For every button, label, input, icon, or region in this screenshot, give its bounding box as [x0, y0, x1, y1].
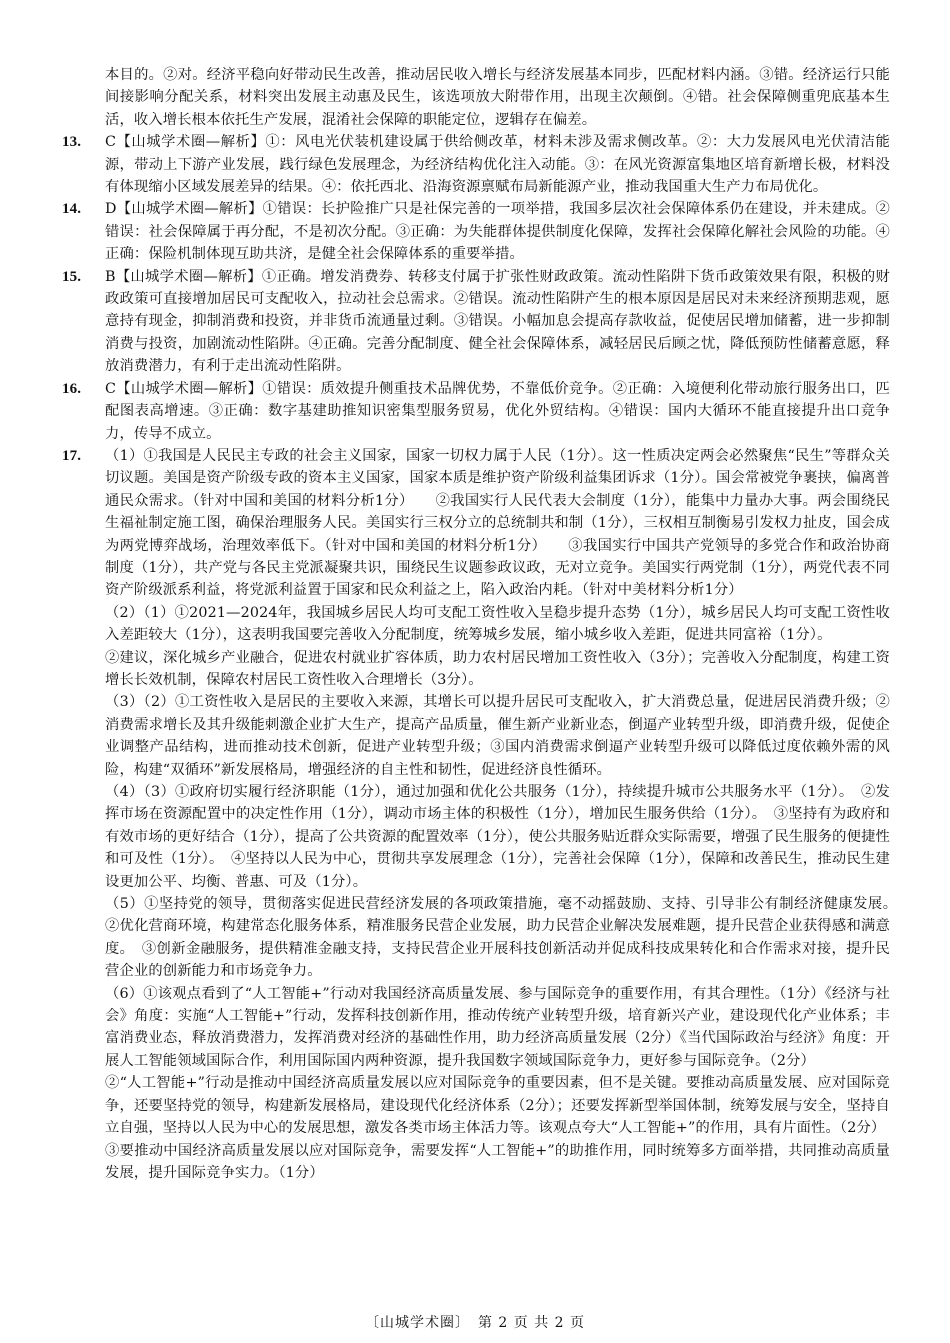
q17-part-1: （1）①我国是人民民主专政的社会主义国家，国家一切权力属于人民（1分）。这一性质决定两会必然聚焦“民生”等群众关切议题。美国是资产阶级专政的资本主义国家，国家本质是维护资产阶级利益集团诉求（1分）。国会常被党争裹挟，偏离普通民众需求。（针对中国和美国的材料分析1分） ②我国实行人民代表大会制度（1分），能集中力量办大事。两会围绕民生福祉制定施工图，确保治理服务人民。美国实行三权分立的总统制共和制（1分），三权相互制衡易引发权力扯皮，国会成为两党博弈战场，治理效率低下。（针对中国和美国的材料分析1分） ③我国实行中国共产党领导的多党合作和政治协商制度（1分），共产党与各民主党派凝聚共识，围绕民生议题参政议政，无对立竞争。美国实行两党制（1分），两党代表不同资产阶级派系利益，将党派利益置于国家和民众利益之上，陷入政治内耗。（针对中美材料分析1分） — [105, 447, 890, 599]
question-number: 16. — [62, 380, 82, 397]
question-17 — [62, 445, 905, 1184]
intro-continuation — [62, 64, 890, 131]
intro-paragraph: 本目的。②对。经济平稳向好带动民生改善，推动居民收入增长与经济发展基本同步，匹配材料内涵。③错。经济运行只能间接影响分配关系，材料突出发展主动惠及民生，该选项放大附带作用，出现主次颠倒。④错。社会保障侧重兜底基本生活，收入增长根本依托生产发展，混淆社会保障的职能定位，逻辑存在偏差。 — [105, 67, 890, 128]
question-number: 13. — [62, 134, 82, 151]
answer-content — [62, 64, 905, 1184]
question-14 — [62, 198, 890, 265]
q17-part-3: （3）（2）①工资性收入是居民的主要收入来源，其增长可以提升居民可支配收入，扩大消费总量，促进居民消费升级；②消费需求增长及其升级能刺激企业扩大生产，提高产品质量，催生新产业新业态，倒逼产业转型升级，即消费升级，促使企业调整产品结构，进而推动技术创新，促进产业转型升级；③国内消费需求倒逼产业转型升级可以降低过度依赖外需的风险，构建“双循环”新发展格局，增强经济的自主性和韧性，促进经济良性循环。 — [105, 694, 890, 778]
q17-part-6-point-3: ③要推动中国经济高质量发展以应对国际竞争，需要发挥“人工智能+”的助推作用，同时统筹多方面举措，共同推动高质量发展，提升国际竞争实力。（1分） — [105, 1142, 890, 1181]
question-number: 17. — [62, 447, 82, 464]
question-answer: D【山城学术圈—解析】①错误：长护险推广只是社保完善的一项举措，我国多层次社会保障体系仍在建设，并未建成。②错误：社会保障属于再分配，不是初次分配。③正确：为失能群体提供制度化保障，发挥社会保障化解社会风险的功能。④正确：保险机制体现互助共济，是健全社会保障体系的重要举措。 — [105, 201, 890, 263]
question-16 — [62, 378, 890, 445]
question-answer: C【山城学术圈—解析】①：风电光伏装机建设属于供给侧改革，材料未涉及需求侧改革。②：大力发展风电光伏清洁能源，带动上下游产业发展，践行绿色发展理念，为经济结构优化注入动能。③：在风光资源富集地区培育新增长极，材料没有体现缩小区域发展差异的结果。④：依托西北、沿海资源禀赋布局新能源产业，推动我国重大生产力布局优化。 — [105, 134, 890, 196]
q17-part-6-point-1: （6）①该观点看到了“人工智能+”行动对我国经济高质量发展、参与国际竞争的重要作用，有其合理性。（1分）《经济与社会》角度：实施“人工智能+”行动，发挥科技创新作用，推动传统产业转型升级，培育新兴产业，建设现代化产业体系；丰富消费业态，释放消费潜力，发挥消费对经济的基础性作用，助力经济高质量发展（2分）《当代国际政治与经济》角度：开展人工智能领域国际合作，利用国际国内两种资源，提升我国数字领域国际竞争力，更好参与国际竞争。（2分） — [105, 985, 890, 1069]
question-answer: C【山城学术圈—解析】①错误：质效提升侧重技术品牌优势，不靠低价竞争。②正确：入境便利化带动旅行服务出口，匹配图表高增速。③正确：数字基建助推知识密集型服务贸易，优化外贸结构。④错误：国内大循环不能直接提升出口竞争力，传导不成立。 — [105, 380, 890, 442]
question-answer: B【山城学术圈—解析】①正确。增发消费券、转移支付属于扩张性财政政策。流动性陷阱下货币政策效果有限，积极的财政政策可直接增加居民可支配收入，拉动社会总需求。②错误。流动性陷阱产生的根本原因是居民对未来经济预期悲观，愿意持有现金，抑制消费和投资，并非货币流通量过剩。③错误。小幅加息会提高存款收益，促使居民增加储蓄，进一步抑制消费与投资，加剧流动性陷阱。④正确。完善分配制度、健全社会保障体系，减轻居民后顾之忧，降低预防性储蓄意愿，释放消费潜力，有利于走出流动性陷阱。 — [105, 268, 890, 375]
q17-part-2-suggestion: ②建议，深化城乡产业融合，促进农村就业扩容体质，助力农村居民增加工资性收入（3分）；完善收入分配制度，构建工资增长长效机制，保障农村居民工资性收入合理增长（3分）。 — [105, 649, 890, 688]
question-number: 14. — [62, 201, 82, 218]
question-13 — [62, 131, 890, 198]
q17-part-6-point-2: ②“人工智能+”行动是推动中国经济高质量发展以应对国际竞争的重要因素，但不是关键。要推动高质量发展、应对国际竞争，还要坚持党的领导，构建新发展格局，建设现代化经济体系（2分）；还要发挥新型举国体制，统筹发展与安全，坚持自立自强，坚持以人民为中心的发展思想，激发各类市场主体活力等。该观点夸大“人工智能+”的作用，具有片面性。（2分） — [105, 1075, 890, 1137]
q17-part-2: （2）（1）①2021—2024年，我国城乡居民人均可支配工资性收入呈稳步提升态势（1分），城乡居民人均可支配工资性收入差距较大（1分），这表明我国要完善收入分配制度，统筹城乡发展，缩小城乡收入差距，促进共同富裕（1分）。 — [105, 604, 890, 644]
question-15 — [62, 266, 890, 378]
q17-part-4: （4）（3）①政府切实履行经济职能（1分），通过加强和优化公共服务（1分），持续提升城市公共服务水平（1分）。 ②发挥市场在资源配置中的决定性作用（1分），调动市场主体的积极性（1分），增加民生服务供给（1分）。 ③坚持有为政府和有效市场的更好结合（1分），提高了公共资源的配置效率（1分），使公共服务贴近群众实际需要，增强了民生服务的便捷性和可及性（1分）。 ④坚持以人民为中心，贯彻共享发展理念（1分），完善社会保障（1分），保障和改善民生，推动民生建设更加公平、均衡、普惠、可及（1分）。 — [105, 784, 890, 890]
page-footer: 〔山城学术圈〕 第 2 页 共 2 页 — [364, 1315, 586, 1331]
q17-part-5: （5）①坚持党的领导，贯彻落实促进民营经济发展的各项政策措施，毫不动摇鼓励、支持、引导非公有制经济健康发展。 ②优化营商环境，构建常态化服务体系，精准服务民营企业发展，助力民营企业解决发展难题，提升民营企业获得感和满意度。 ③创新金融服务，提供精准金融支持，支持民营企业开展科技创新活动并促成科技成果转化和合作需求对接，提升民营企业的创新能力和市场竞争力。 — [105, 896, 905, 980]
question-number: 15. — [62, 268, 82, 285]
